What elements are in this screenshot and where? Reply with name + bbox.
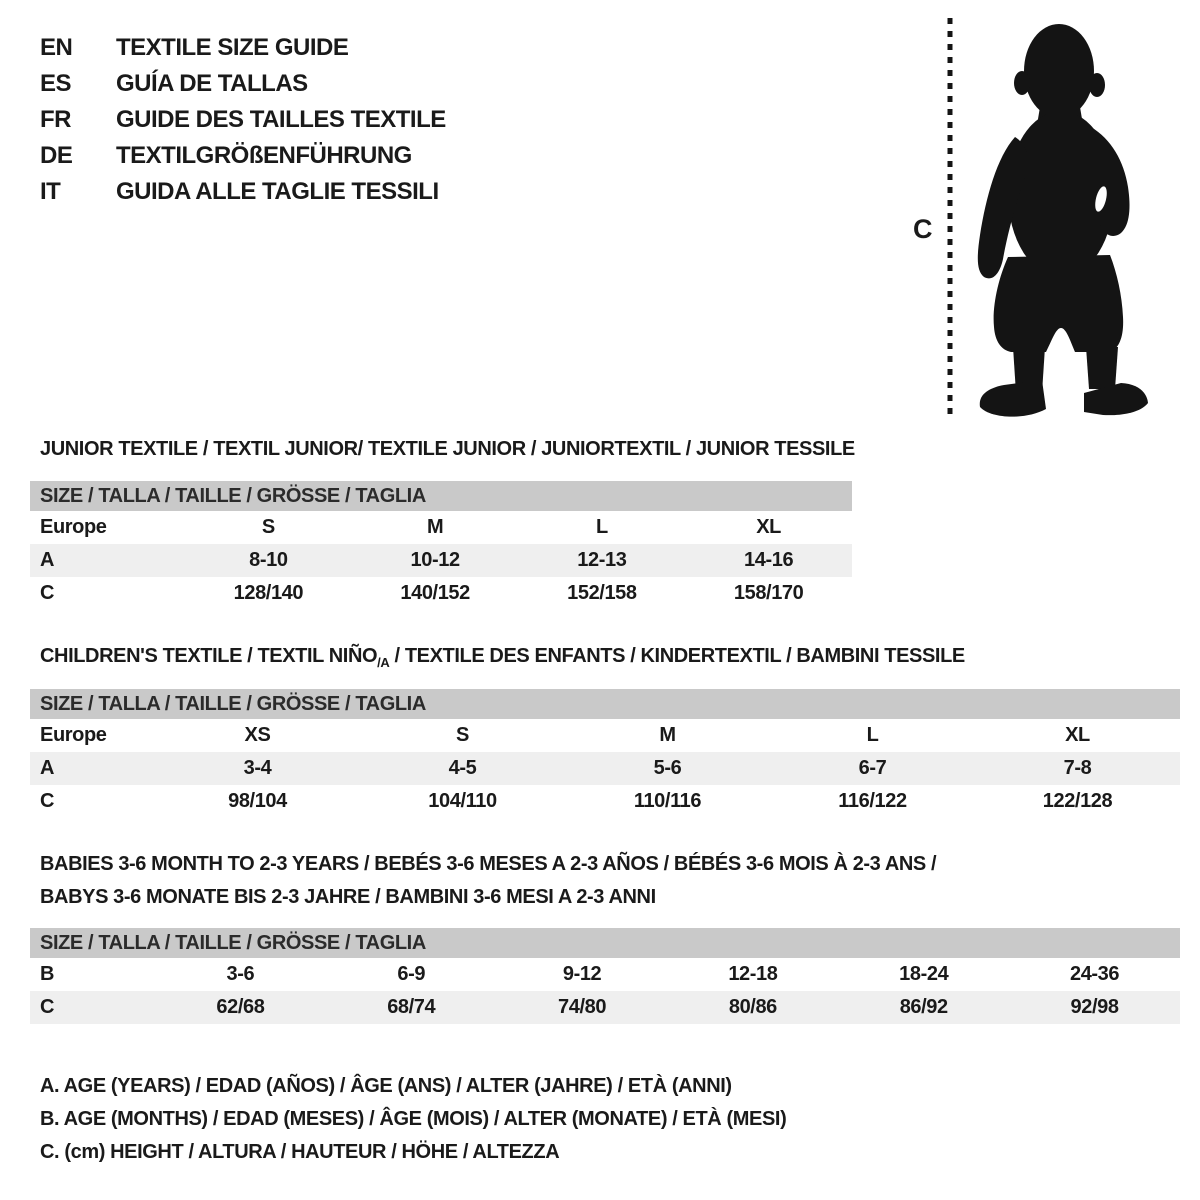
- lang-row-es: [40, 66, 446, 102]
- table-cell: 110/116: [633, 790, 702, 812]
- table-cell: 8-10: [249, 549, 288, 571]
- table-cell: 92/98: [1070, 996, 1119, 1018]
- table-cell: 116/122: [838, 790, 907, 812]
- table-cell: 18-24: [899, 963, 949, 985]
- table-cell: S: [456, 724, 469, 746]
- lang-code-it: IT: [40, 178, 61, 205]
- table-cell: 68/74: [387, 996, 436, 1018]
- babies-row-c: [30, 991, 1180, 1024]
- table-cell: 62/68: [216, 996, 265, 1018]
- junior-section-heading: JUNIOR TEXTILE / TEXTIL JUNIOR/ TEXTILE JUNIOR / JUNIORTEXTIL / JUNIOR TESSILE: [40, 438, 855, 460]
- junior-size-band: SIZE / TALLA / TAILLE / GRÖSSE / TAGLIA: [30, 481, 852, 511]
- table-cell: XL: [756, 516, 781, 538]
- table-cell: 122/128: [1042, 790, 1113, 812]
- row-label: Europe: [40, 724, 107, 746]
- table-cell: S: [261, 516, 275, 538]
- lang-title-es: GUÍA DE TALLAS: [116, 70, 308, 97]
- lang-code-de: DE: [40, 142, 73, 169]
- table-cell: 6-9: [397, 963, 426, 985]
- table-cell: 98/104: [228, 790, 287, 812]
- children-section-heading: [40, 645, 965, 670]
- legend-line-c: C. (cm) HEIGHT / ALTURA / HAUTEUR / HÖHE / ALTEZZA: [40, 1141, 560, 1163]
- row-label: B: [40, 963, 55, 985]
- lang-row-en: [40, 30, 446, 66]
- table-cell: 6-7: [858, 757, 887, 779]
- junior-size-table: [30, 481, 852, 610]
- row-label: C: [40, 996, 55, 1018]
- table-cell: 86/92: [899, 996, 948, 1018]
- children-size-band: SIZE / TALLA / TAILLE / GRÖSSE / TAGLIA: [30, 689, 1180, 719]
- table-cell: 10-12: [410, 549, 460, 571]
- lang-row-fr: [40, 102, 446, 138]
- children-heading-pre: CHILDREN'S TEXTILE / TEXTIL NIÑO: [40, 645, 378, 667]
- table-cell: 12-13: [577, 549, 627, 571]
- table-cell: M: [426, 516, 444, 538]
- table-cell: M: [659, 724, 676, 746]
- row-label: C: [40, 582, 55, 604]
- babies-section-heading-line2: BABYS 3-6 MONATE BIS 2-3 JAHRE / BAMBINI 3-6 MESI A 2-3 ANNI: [40, 886, 656, 908]
- lang-row-de: [40, 138, 446, 174]
- table-cell: 3-4: [243, 757, 272, 779]
- table-cell: 152/158: [567, 582, 637, 604]
- table-cell: 7-8: [1063, 757, 1092, 779]
- height-c-label: C: [913, 214, 933, 244]
- lang-code-fr: FR: [40, 106, 71, 133]
- table-cell: 104/110: [428, 790, 497, 812]
- lang-row-it: [40, 174, 446, 210]
- lang-title-de: TEXTILGRÖßENFÜHRUNG: [116, 142, 412, 169]
- babies-size-band: SIZE / TALLA / TAILLE / GRÖSSE / TAGLIA: [30, 928, 1180, 958]
- row-label: C: [40, 790, 55, 812]
- table-cell: XL: [1065, 724, 1090, 746]
- lang-title-fr: GUIDE DES TAILLES TEXTILE: [116, 106, 446, 133]
- table-cell: 5-6: [653, 757, 682, 779]
- row-label: Europe: [40, 516, 107, 538]
- table-cell: L: [866, 724, 879, 746]
- table-cell: 74/80: [558, 996, 607, 1018]
- children-heading-post: / TEXTILE DES ENFANTS / KINDERTEXTIL / BAMBINI TESSILE: [389, 645, 965, 667]
- children-row-europe: [30, 719, 1180, 752]
- table-cell: 14-16: [744, 549, 794, 571]
- lang-title-it: GUIDA ALLE TAGLIE TESSILI: [116, 178, 439, 205]
- junior-row-c: [30, 577, 852, 610]
- row-label: A: [40, 549, 55, 571]
- children-size-table: [30, 689, 1180, 818]
- toddler-silhouette-icon: [971, 18, 1166, 420]
- table-cell: 140/152: [400, 582, 470, 604]
- height-dashed-line: [946, 18, 954, 418]
- table-cell: 4-5: [448, 757, 477, 779]
- table-cell: 9-12: [562, 963, 602, 985]
- table-cell: 24-36: [1069, 963, 1120, 985]
- table-cell: 12-18: [728, 963, 778, 985]
- height-measurement-figure: [895, 14, 1185, 426]
- legend-line-b: B. AGE (MONTHS) / EDAD (MESES) / ÂGE (MOIS) / ALTER (MONATE) / ETÀ (MESI): [40, 1108, 787, 1130]
- junior-row-a: [30, 544, 852, 577]
- table-cell: 80/86: [728, 996, 777, 1018]
- language-title-block: [40, 30, 446, 210]
- junior-row-europe: [30, 511, 852, 544]
- table-cell: 3-6: [226, 963, 255, 985]
- children-row-c: [30, 785, 1180, 818]
- legend-line-a: A. AGE (YEARS) / EDAD (AÑOS) / ÂGE (ANS) / ALTER (JAHRE) / ETÀ (ANNI): [40, 1075, 732, 1097]
- children-heading-sub: /A: [377, 655, 390, 670]
- lang-title-en: TEXTILE SIZE GUIDE: [116, 34, 349, 61]
- children-row-a: [30, 752, 1180, 785]
- table-cell: L: [595, 516, 608, 538]
- lang-code-es: ES: [40, 70, 72, 97]
- lang-code-en: EN: [40, 34, 73, 61]
- babies-row-b: [30, 958, 1180, 991]
- table-cell: 158/170: [733, 582, 804, 604]
- babies-size-table: [30, 928, 1180, 1024]
- table-cell: 128/140: [233, 582, 304, 604]
- measurement-legend: [40, 1070, 786, 1169]
- row-label: A: [40, 757, 55, 779]
- babies-section-heading-line1: BABIES 3-6 MONTH TO 2-3 YEARS / BEBÉS 3-6 MESES A 2-3 AÑOS / BÉBÉS 3-6 MOIS À 2-3 ANS /: [40, 853, 937, 875]
- table-cell: XS: [244, 724, 271, 746]
